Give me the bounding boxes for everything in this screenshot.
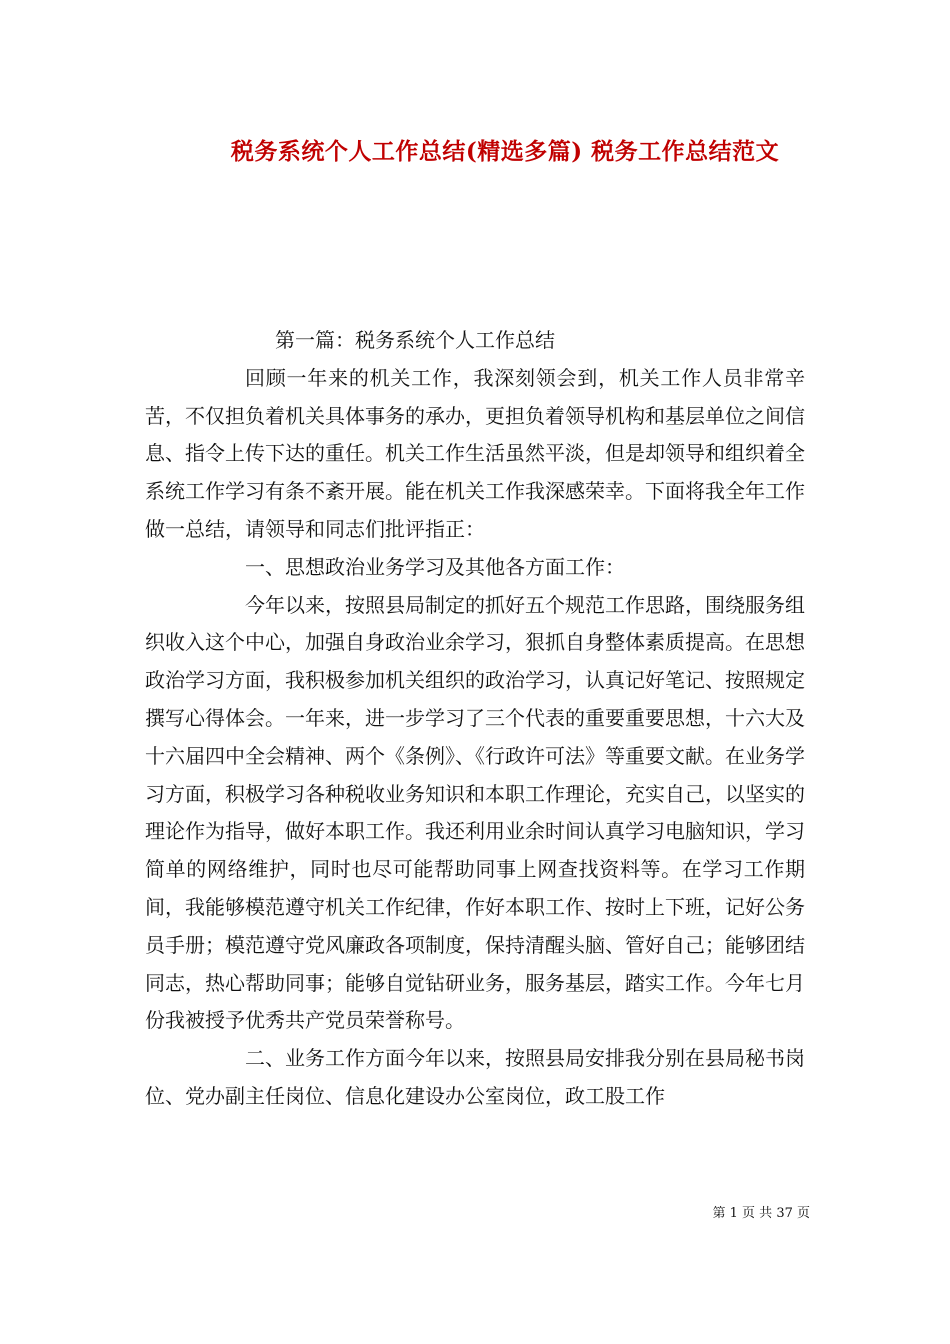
paragraph-study: 今年以来，按照县局制定的抓好五个规范工作思路，围绕服务组织收入这个中心，加强自身政治业余学习，狠抓自身整体素质提高。在思想政治学习方面，我积极参加机关组织的政治学习，认真记好笔记、按照规定撰写心得体会。一年来，进一步学习了三个代表的重要重要思想，十六大及十六届四中全会精神、两个《条例》、《行政许可法》等重要文献。在业务学习方面，积极学习各种税收业务知识和本职工作理论，充实自己，以坚实的理论作为指导，做好本职工作。我还利用业余时间认真学习电脑知识，学习简单的网络维护，同时也尽可能帮助同事上网查找资料等。在学习工作期间，我能够模范遵守机关工作纪律，作好本职工作、按时上下班，记好公务员手册；模范遵守党风廉政各项制度，保持清醒头脑、管好自己；能够团结同志，热心帮助同事；能够自觉钻研业务，服务基层，踏实工作。今年七月份我被授予优秀共产党员荣誉称号。 <box>145 592 805 1033</box>
paragraph-subheading-2: 二、业务工作方面今年以来，按照县局安排我分别在县局秘书岗位、党办副主任岗位、信息化建设办公室岗位，政工股工作 <box>145 1046 805 1108</box>
page-number-footer: 第 1 页 共 37 页 <box>712 1206 810 1221</box>
paragraph-intro: 回顾一年来的机关工作，我深刻领会到，机关工作人员非常辛苦，不仅担负着机关具体事务的承办，更担负着领导机构和基层单位之间信息、指令上传下达的重任。机关工作生活虽然平淡，但是却领导和组织着全系统工作学习有条不紊开展。能在机关工作我深感荣幸。下面将我全年工作做一总结，请领导和同志们批评指正： <box>145 365 805 541</box>
section-heading: 第一篇：税务系统个人工作总结 <box>275 328 555 352</box>
document-body <box>145 322 805 1116</box>
document-title: 税务系统个人工作总结(精选多篇) 税务工作总结范文 <box>230 138 780 165</box>
paragraph-subheading-1: 一、思想政治业务学习及其他各方面工作： <box>245 554 625 579</box>
